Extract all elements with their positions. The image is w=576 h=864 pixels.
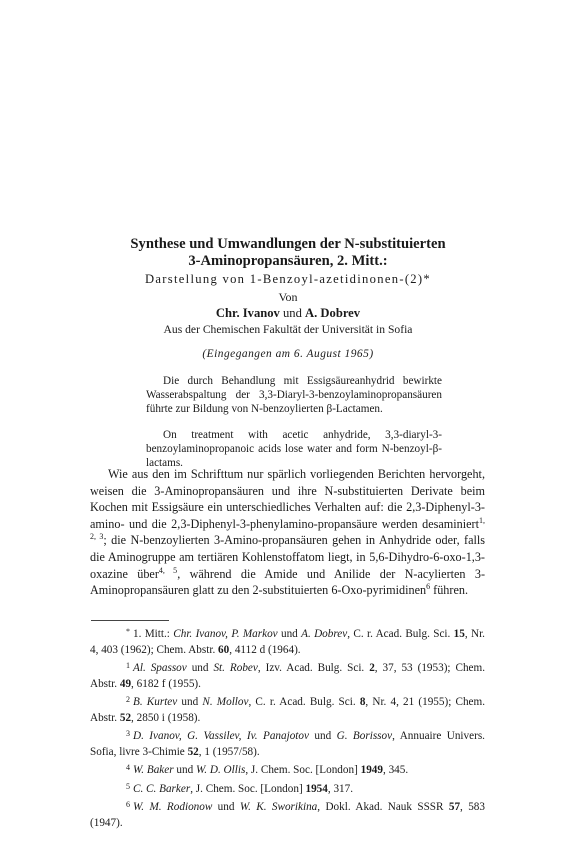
footnote-conjunction: und <box>308 730 337 742</box>
footnote-conjunction: und <box>177 696 203 708</box>
abstract-german-text: Die durch Behandlung mit Essigsäureanhydrid bewirkte Wasserabspaltung der 3,3-Diaryl-3-benzoylaminopropansäuren führte zur Bildung von N-benzoylierten β-Lactamen. <box>146 375 442 416</box>
footnote-pages: , 583 (1947). <box>90 801 485 829</box>
footnote <box>90 726 485 760</box>
footnote-authors: Chr. Ivanov, P. Markov <box>173 628 278 640</box>
footnote-pages-2: , 4112 d (1964). <box>229 643 301 656</box>
footnote-separator <box>91 620 169 621</box>
footnote-pages: , 37, 53 (1953); Chem. Abstr. <box>90 662 486 690</box>
citation-ref-6: 6 <box>426 582 431 592</box>
author-conjunction: und <box>279 306 306 320</box>
footnote-source: , C. r. Acad. Bulg. Sci. <box>248 696 360 708</box>
footnote <box>90 658 485 692</box>
footnote-authors-2: A. Dobrev <box>301 628 348 640</box>
footnote-volume: 1949 <box>360 764 383 776</box>
footnotes <box>90 624 485 831</box>
footnote-conjunction: und <box>212 801 240 813</box>
footnote-source: , Dokl. Akad. Nauk SSSR <box>317 801 449 813</box>
footnote-volume: 2 <box>369 662 375 674</box>
article-title-line-2: 3-Aminopropansäuren, 2. Mitt.: <box>188 253 388 269</box>
footnote-pages: , Nr. 4, 21 (1955); Chem. Abstr. <box>90 696 486 724</box>
footnote <box>90 779 485 798</box>
footnote-pages: , 345. <box>382 764 409 776</box>
footnote-authors: B. Kurtev <box>133 696 178 708</box>
author-list <box>0 306 576 321</box>
footnote-authors: C. C. Barker <box>133 782 191 795</box>
footnote-volume: 1954 <box>305 782 328 795</box>
footnote-volume-2: 49 <box>119 677 132 690</box>
body-text-run-3: , während die Amide und Anilide der N-acylierten 3-Aminopropansäuren glatt zu den 2-substituierten 6-Oxo-pyrimidinen <box>90 566 485 598</box>
article-title-line-1: Synthese und Umwandlungen der N-substituierten <box>130 236 446 252</box>
footnote-mark: * <box>126 627 130 636</box>
author-2: A. Dobrev <box>305 306 361 320</box>
footnote-authors-2: N. Mollov <box>202 696 249 708</box>
footnote-source: , Izv. Acad. Bulg. Sci. <box>257 662 370 674</box>
citation-ref-4-5: 4, 5 <box>158 565 178 575</box>
footnote-authors-2: W. K. Sworikina <box>239 801 318 813</box>
footnote-mark: 6 <box>126 800 130 809</box>
footnote-mark: 2 <box>126 695 130 704</box>
footnote <box>90 624 485 658</box>
footnote <box>90 797 485 831</box>
footnote-mark: 1 <box>126 661 130 670</box>
footnote-volume-2: 60 <box>218 643 230 656</box>
footnote-pages-2: , 6182 f (1955). <box>131 677 201 690</box>
footnote-source: , J. Chem. Soc. [London] <box>245 764 361 776</box>
footnote-volume-2: 52 <box>119 711 132 724</box>
footnote-source: , J. Chem. Soc. [London] <box>190 782 306 795</box>
footnote-source: , Annuaire Univers. Sofia, livre 3-Chimie <box>90 730 485 758</box>
footnote-pages-2: , 2850 i (1958). <box>131 711 201 724</box>
footnote-authors: Al. Spassov <box>133 662 187 674</box>
footnote <box>90 760 485 779</box>
footnote-prefix: 1. Mitt.: <box>133 628 174 640</box>
footnote <box>90 692 485 726</box>
footnote-source: , C. r. Acad. Bulg. Sci. <box>347 628 454 640</box>
footnote-volume: 15 <box>453 628 465 640</box>
footnote-pages: , Nr. 4, 403 (1962); Chem. Abstr. <box>90 628 485 656</box>
footnote-authors-2: G. Borissov <box>336 730 393 742</box>
body-text-run-1: Wie aus den im Schrifttum nur spärlich vorliegenden Berichten hervorgeht, weisen die 3-Aminopropansäuren und ihre N-substituierten Derivate beim Kochen mit Essigsäure ein unterschiedliches Verhalten auf: die 2,3-Diphenyl-3-amino- und die 2,3-Diphenyl-3-phenylamino-propansäure werden desaminiert <box>90 467 485 531</box>
footnote-conjunction: und <box>277 628 302 640</box>
footnote-pages: , 1 (1957/58). <box>198 745 260 758</box>
abstract-english-text: On treatment with acetic anhydride, 3,3-diaryl-3-benzoylaminopropanoic acids lose water and form N-benzoyl-β-lactams. <box>146 429 442 470</box>
footnote-mark: 3 <box>126 729 130 738</box>
footnote-conjunction: und <box>186 662 214 674</box>
footnote-mark: 4 <box>126 763 130 772</box>
article-subtitle: Darstellung von 1-Benzoyl-azetidinonen-(2)* <box>144 272 431 286</box>
author-1: Chr. Ivanov <box>215 306 280 320</box>
affiliation: Aus der Chemischen Fakultät der Universität in Sofia <box>163 323 413 336</box>
footnote-conjunction: und <box>173 764 196 776</box>
byline-von: Von <box>278 290 298 304</box>
footnote-pages: , 317. <box>327 782 354 795</box>
footnote-authors: W. Baker <box>133 764 174 776</box>
abstract-english <box>146 428 442 471</box>
footnote-authors-2: W. D. Ollis <box>195 764 246 776</box>
body-text-run-2: ; die N-benzoylierten 3-Amino-propansäuren gehen in Anhydride oder, falls die Aminogruppe am tertiären Kohlenstoffatom liegt, in 5,6-Dihydro-6-oxo-1,3-oxazine über <box>90 533 485 581</box>
body-paragraph <box>90 466 485 599</box>
footnote-authors-2: St. Robev <box>213 662 258 674</box>
body-text <box>90 466 485 599</box>
footnote-authors: D. Ivanov, G. Vassilev, Iv. Panajotov <box>133 730 309 742</box>
footnote-volume: 57 <box>448 801 461 813</box>
footnote-volume: 8 <box>359 696 366 708</box>
citation-ref-1-3: 1, 2, 3 <box>90 515 485 542</box>
footnote-authors: W. M. Rodionow <box>133 801 213 813</box>
abstract-german <box>146 374 442 417</box>
footnote-mark: 5 <box>126 781 130 791</box>
received-date: (Eingegangen am 6. August 1965) <box>202 348 374 360</box>
footnote-volume: 52 <box>187 745 199 758</box>
body-text-run-4: führen. <box>430 583 469 598</box>
